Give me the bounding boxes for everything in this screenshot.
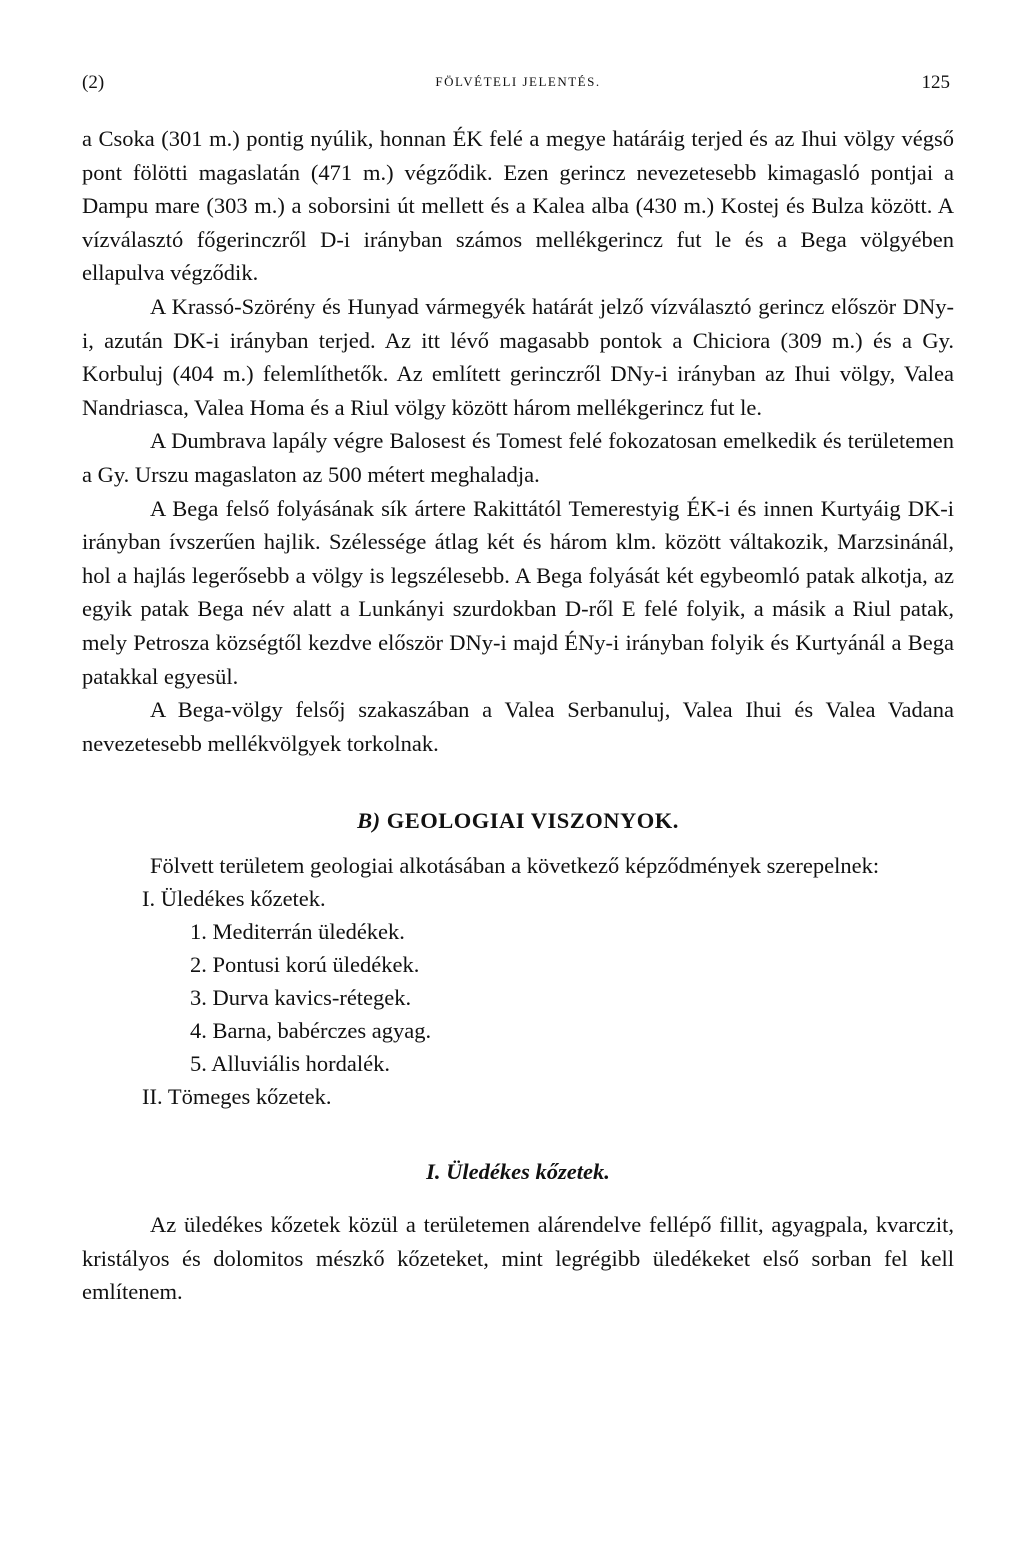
formation-list xyxy=(82,882,954,1113)
header-section-number: (2) xyxy=(82,72,105,93)
main-text xyxy=(82,122,954,760)
running-header xyxy=(82,72,954,102)
final-paragraph: Az üledékes kőzetek közül a területemen alárendelve fellépő fillit, agyagpala, kvarczit, kristályos és dolomitos mészkő kőzeteket, mint legrégibb üledékeket első sorban fel kell említenem. xyxy=(82,1212,954,1305)
final-text xyxy=(82,1208,954,1309)
paragraph-4: A Bega felső folyásának sík ártere Rakittától Temerestyig ÉK-i és innen Kurtyáig DK-i irányban ívszerűen hajlik. Szélessége átlag két és három klm. között váltakozik, Marzsinánál, hol a hajlás legerősebb a völgy is legszélesebb. A Bega folyását két egybeomló patak alkotja, az egyik patak Bega név alatt a Lunkányi szurdokban D-ről E felé folyik, a másik a Riul patak, mely Petrosza községtől kezdve először DNy-i majd ÉNy-i irányban folyik és Kurtyánál a Bega patakkal egyesül. xyxy=(82,495,954,689)
paragraph-1: a Csoka (301 m.) pontig nyúlik, honnan ÉK felé a megye határáig terjed és az Ihui völgy végső pont fölötti magaslatán (471 m.) végződik. Ezen gerincz nevezetesebb kimagasló pontjai a Dampu mare (303 m.) a soborsini út mellett és a Kalea alba (430 m.) Kostej és Bulza között. A vízválasztó főgerinczről D-i irányban számos mellékgerincz fut le és a Bega völgyében ellapulva végződik. xyxy=(82,126,954,286)
paragraph-3: A Dumbrava lapály végre Balosest és Tomest felé fokozatosan emelkedik és területemen a Gy. Urszu magaslaton az 500 métert meghaladja. xyxy=(82,428,954,487)
list-item: 5. Alluviális hordalék. xyxy=(190,1051,390,1077)
document-page xyxy=(82,72,954,1309)
geology-intro xyxy=(82,849,954,882)
list-group-sedimentary: I. Üledékes kőzetek. xyxy=(142,886,326,912)
list-item: 2. Pontusi korú üledékek. xyxy=(190,952,420,978)
section-title-text: GEOLOGIAI VISZONYOK. xyxy=(386,808,679,834)
section-heading xyxy=(82,804,954,837)
section-letter: B) xyxy=(357,808,381,834)
list-item: 4. Barna, babérczes agyag. xyxy=(190,1018,432,1044)
header-running-title: FÖLVÉTELI JELENTÉS. xyxy=(435,74,601,89)
list-group-massive: II. Tömeges kőzetek. xyxy=(142,1084,332,1110)
subsection-heading: I. Üledékes kőzetek. xyxy=(426,1159,610,1185)
geology-intro-text: Fölvett területem geologiai alkotásában a következő képződmények szerepelnek: xyxy=(150,853,880,879)
paragraph-5: A Bega-völgy felsőj szakaszában a Valea Serbanuluj, Valea Ihui és Valea Vadana nevezetesebb mellékvölgyek torkolnak. xyxy=(82,697,954,756)
page-number: 125 xyxy=(921,72,950,93)
list-item: 3. Durva kavics-rétegek. xyxy=(190,985,412,1011)
list-item: 1. Mediterrán üledékek. xyxy=(190,919,405,945)
paragraph-2: A Krassó-Szörény és Hunyad vármegyék határát jelző vízválasztó gerincz először DNy-i, azután DK-i irányban terjed. Az itt lévő magasabb pontok a Chiciora (309 m.) és a Gy. Korbuluj (404 m.) felemlíthetők. Az említett gerinczről DNy-i irányban az Ihui völgy, Valea Nandriasca, Valea Homa és a Riul völgy között három mellékgerincz fut le. xyxy=(82,293,954,420)
